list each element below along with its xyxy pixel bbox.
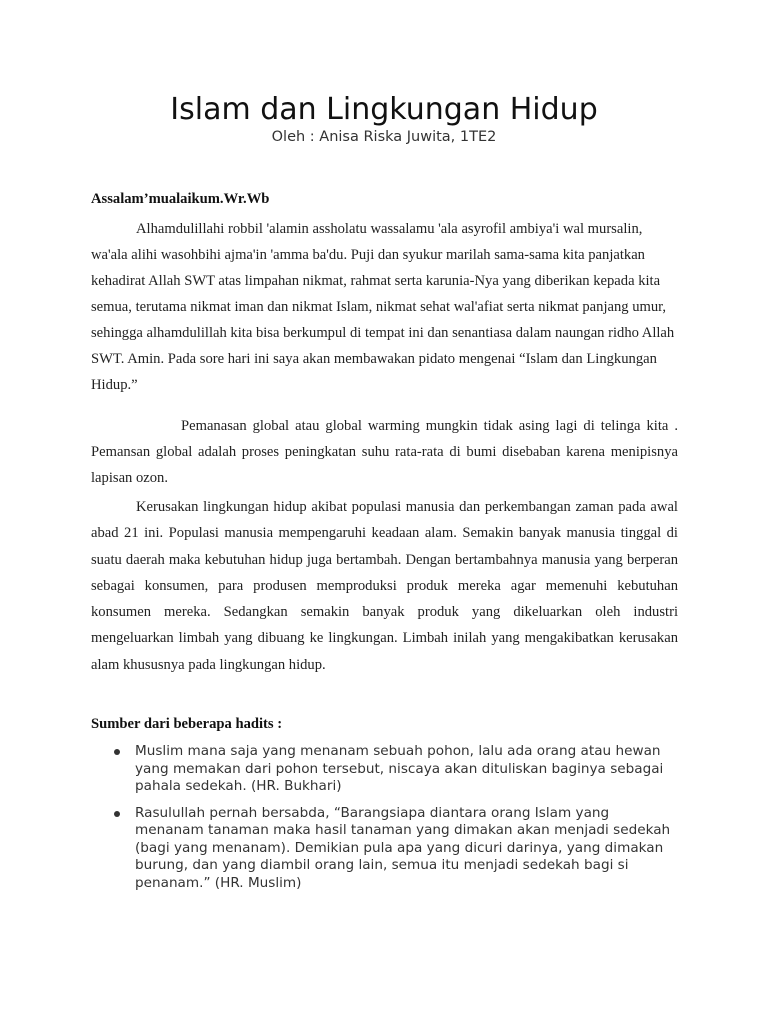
paragraph-opening: Alhamdulillahi robbil 'alamin assholatu wassalamu 'ala asyrofil ambiya'i wal mursalin, wa'ala alihi wasohbihi ajma'in 'amma ba'du. Puji dan syukur marilah sama-sama kita panjatkan kehadirat Allah SWT atas limpahan nikmat, rahmat serta karunia-Nya yang diberikan kepada kita semua, terutama nikmat iman dan nikmat Islam, nikmat sehat wal'afiat serta nikmat panjang umur, sehingga alhamdulillah kita bisa berkumpul di tempat ini dan senantiasa dalam naungan ridho Allah SWT. Amin. Pada sore hari ini saya akan membawakan pidato mengenai “Islam dan Lingkungan Hidup.” xyxy=(91,221,675,393)
document-author-line: Oleh : Anisa Riska Juwita, 1TE2 xyxy=(271,129,497,145)
hadith-text: Rasulullah pernah bersabda, “Barangsiapa diantara orang Islam yang menanam tanaman maka hasil tanaman yang dimakan akan menjadi sedekah (bagi yang menanam). Demikian pula apa yang dicuri darinya, yang dimakan burung, dan yang diambil orang lain, semua itu menjadi sedekah bagi si penanam.” (HR. Muslim) xyxy=(135,804,671,891)
bullet-icon xyxy=(114,749,120,755)
bullet-icon xyxy=(114,811,120,817)
paragraph-global-warming: Pemanasan global atau global warming mungkin tidak asing lagi di telinga kita . Pemansan global adalah proses peningkatan suhu rata-rata di bumi disebaban karena menipisnya lapisan ozon. xyxy=(91,418,678,486)
list-item xyxy=(91,743,678,796)
hadith-text: Muslim mana saja yang menanam sebuah pohon, lalu ada orang atau hewan yang memakan dari pohon tersebut, niscaya akan dituliskan baginya sebagai pahala sedekah. (HR. Bukhari) xyxy=(135,743,664,794)
list-item xyxy=(91,805,678,893)
hadith-list xyxy=(91,743,678,901)
section-heading: Sumber dari beberapa hadits : xyxy=(91,716,283,732)
document-title: Islam dan Lingkungan Hidup xyxy=(170,92,598,127)
greeting: Assalam’mualaikum.Wr.Wb xyxy=(91,191,270,207)
paragraph-environmental-damage: Kerusakan lingkungan hidup akibat populasi manusia dan perkembangan zaman pada awal abad 21 ini. Populasi manusia mempengaruhi keadaan alam. Semakin banyak manusia tinggal di suatu daerah maka kebutuhan hidup juga bertambah. Dengan bertambahnya manusia yang berperan sebagai konsumen, para produsen memproduksi produk mereka agar memenuhi kebutuhan konsumen mereka. Sedangkan semakin banyak produk yang dikeluarkan oleh industri mengeluarkan limbah yang dibuang ke lingkungan. Limbah inilah yang mengakibatkan kerusakan alam khususnya pada lingkungan hidup. xyxy=(91,499,678,673)
